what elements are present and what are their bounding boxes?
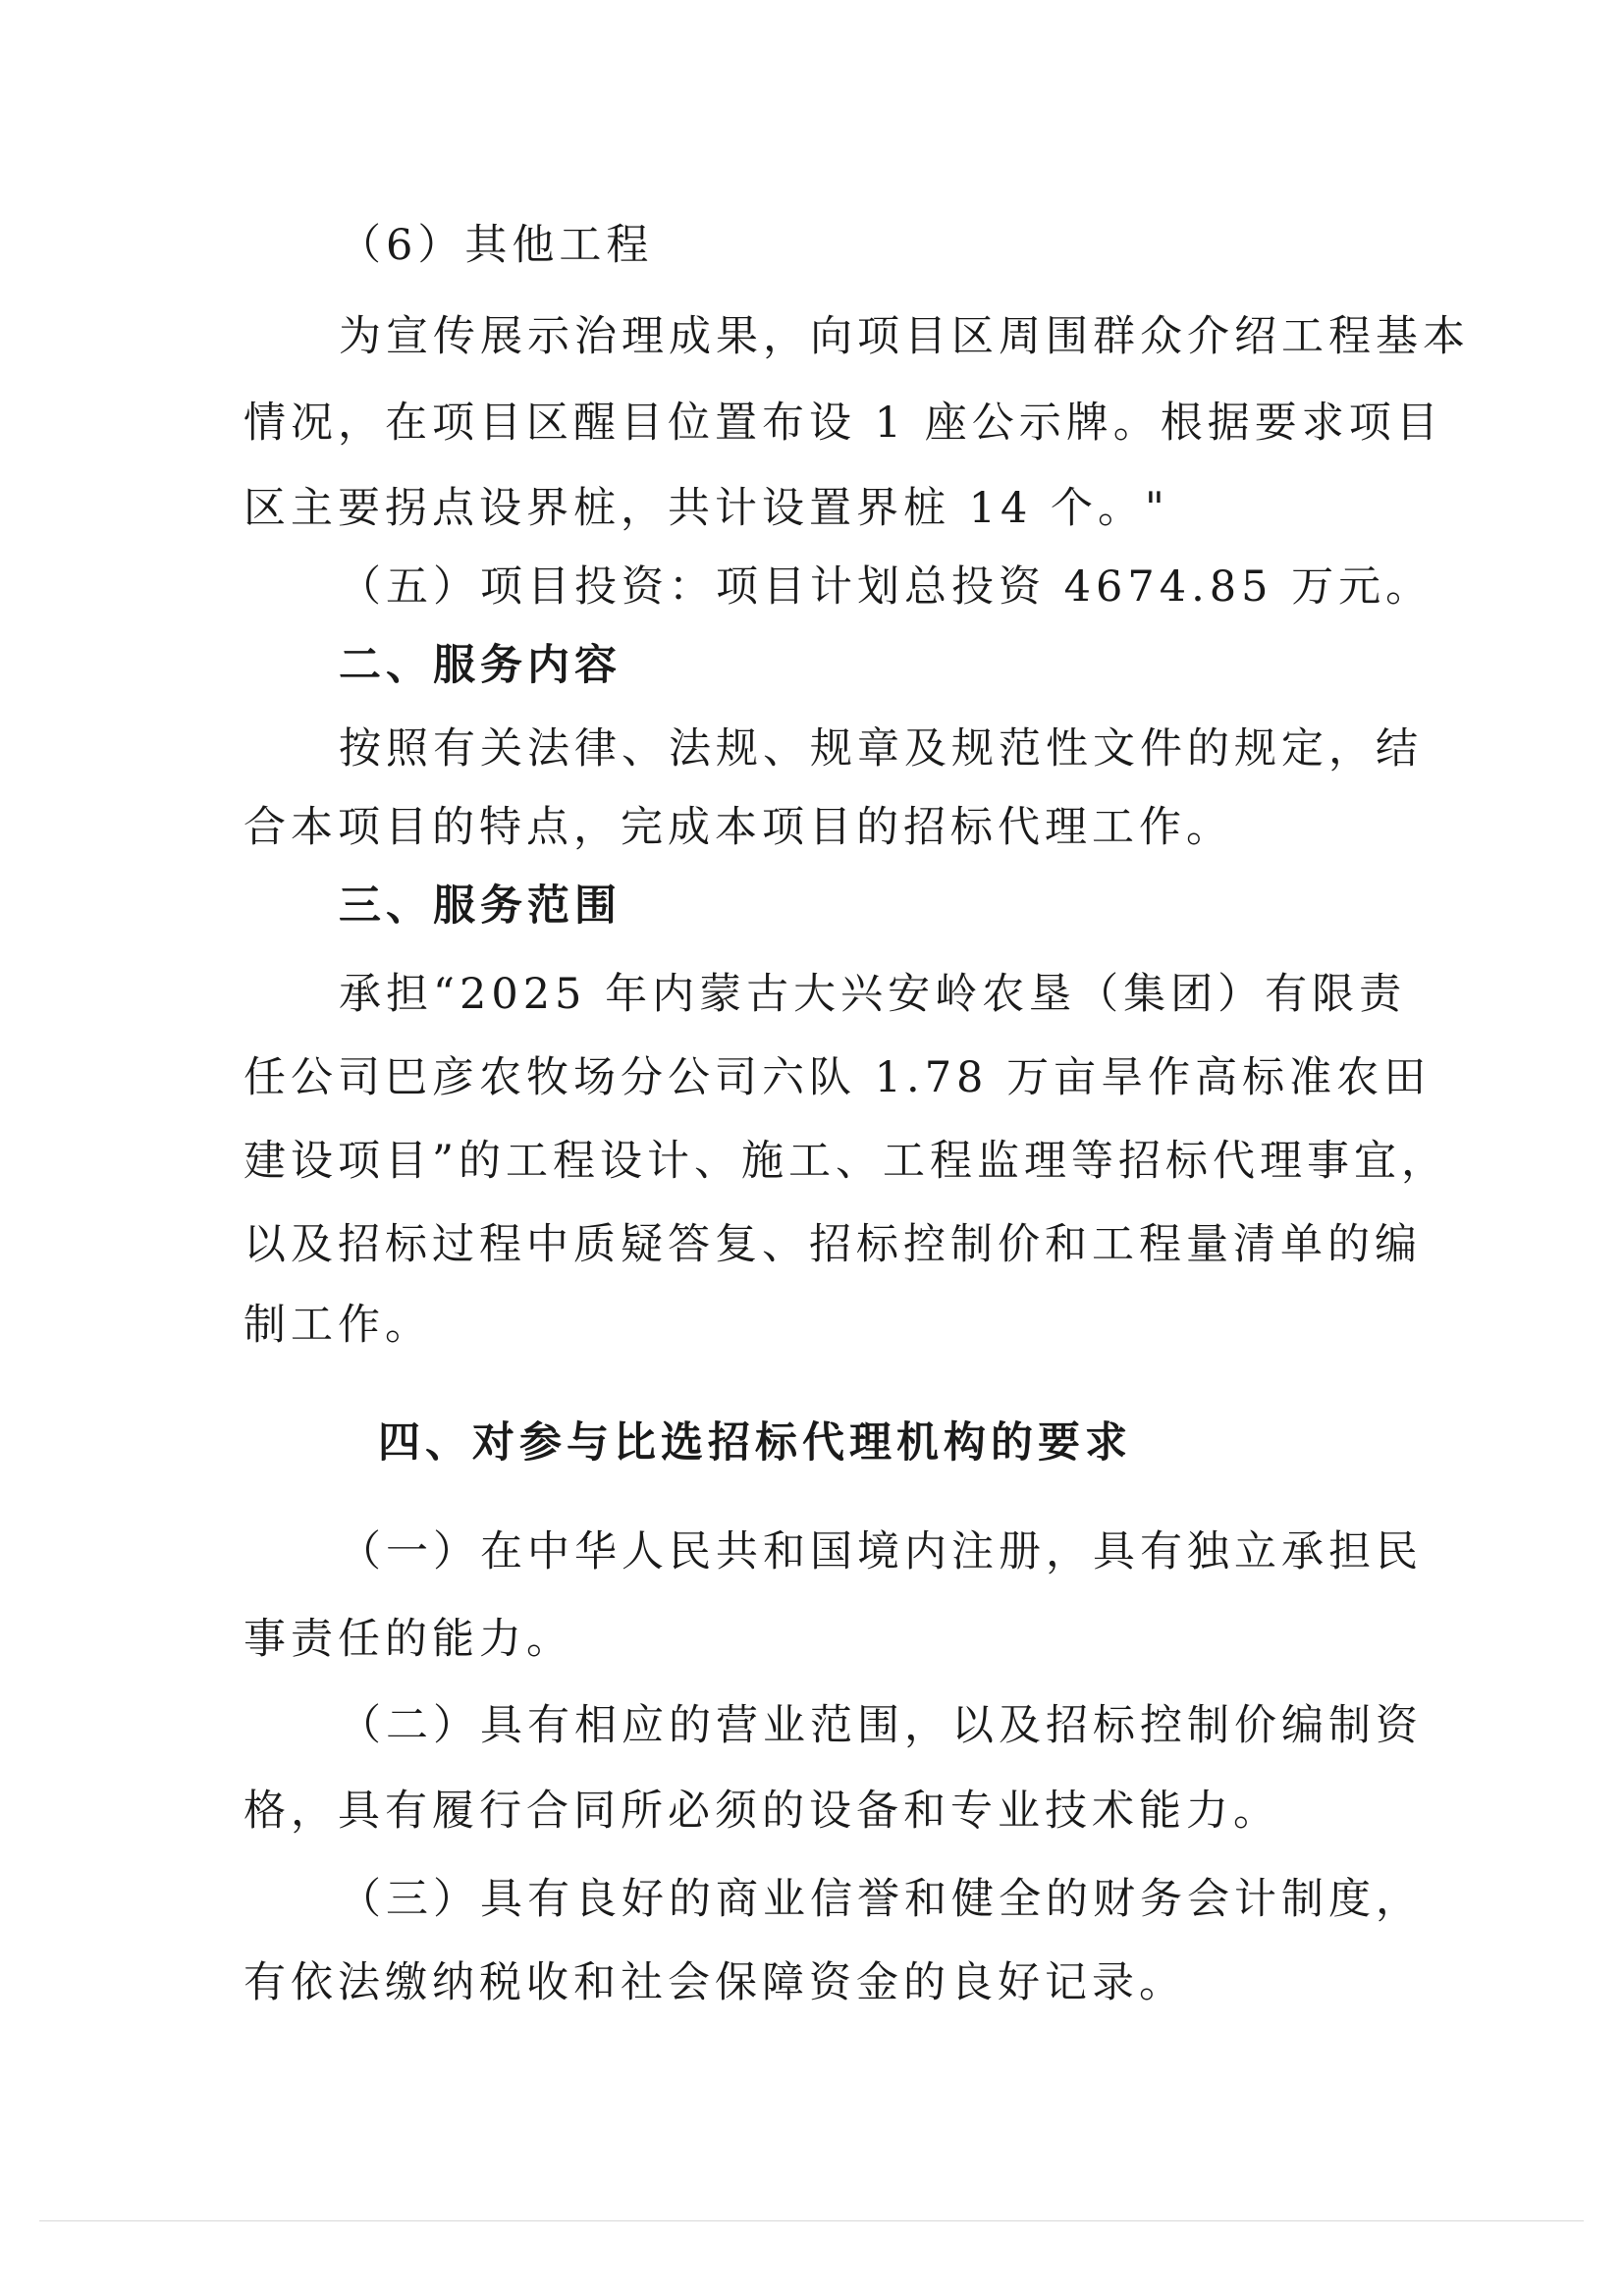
requirement-line: （三）具有良好的商业信誉和健全的财务会计制度， — [339, 1875, 1423, 1924]
paragraph-line: 合本项目的特点，完成本项目的招标代理工作。 — [243, 803, 1233, 852]
paragraph-line: 建设项目”的工程设计、施工、工程监理等招标代理事宜， — [243, 1137, 1448, 1186]
paragraph-line: 任公司巴彦农牧场分公司六队 1.78 万亩旱作高标准农田 — [243, 1053, 1432, 1102]
section-heading-service-scope: 三、服务范围 — [339, 881, 622, 931]
paragraph-line: 承担“2025 年内蒙古大兴安岭农垦（集团）有限责 — [339, 970, 1407, 1019]
scan-edge-divider — [39, 2220, 1584, 2221]
requirement-line: 有依法缴纳税收和社会保障资金的良好记录。 — [243, 1958, 1186, 2007]
paragraph-line: 制工作。 — [243, 1301, 432, 1350]
requirement-line: （一）在中华人民共和国境内注册，具有独立承担民 — [339, 1527, 1423, 1576]
paragraph-line: 以及招标过程中质疑答复、招标控制价和工程量清单的编 — [243, 1220, 1422, 1269]
section-heading-service-content: 二、服务内容 — [339, 641, 622, 690]
paragraph-line: 情况，在项目区醒目位置布设 1 座公示牌。根据要求项目 — [243, 399, 1443, 448]
section-heading-agency-requirements: 四、对参与比选招标代理机构的要求 — [378, 1418, 1132, 1468]
paragraph-line: 按照有关法律、法规、规章及规范性文件的规定，结 — [339, 724, 1423, 774]
paragraph-line: 区主要拐点设界桩，共计设置界桩 14 个。" — [243, 484, 1169, 533]
project-investment-line: （五）项目投资：项目计划总投资 4674.85 万元。 — [339, 562, 1434, 612]
requirement-line: 格，具有履行合同所必须的设备和专业技术能力。 — [243, 1787, 1280, 1836]
paragraph-line: 为宣传展示治理成果，向项目区周围群众介绍工程基本 — [339, 312, 1470, 361]
requirement-line: 事责任的能力。 — [243, 1615, 573, 1664]
subsection-heading-other-works: （6）其他工程 — [339, 221, 654, 270]
requirement-line: （二）具有相应的营业范围，以及招标控制价编制资 — [339, 1701, 1423, 1750]
